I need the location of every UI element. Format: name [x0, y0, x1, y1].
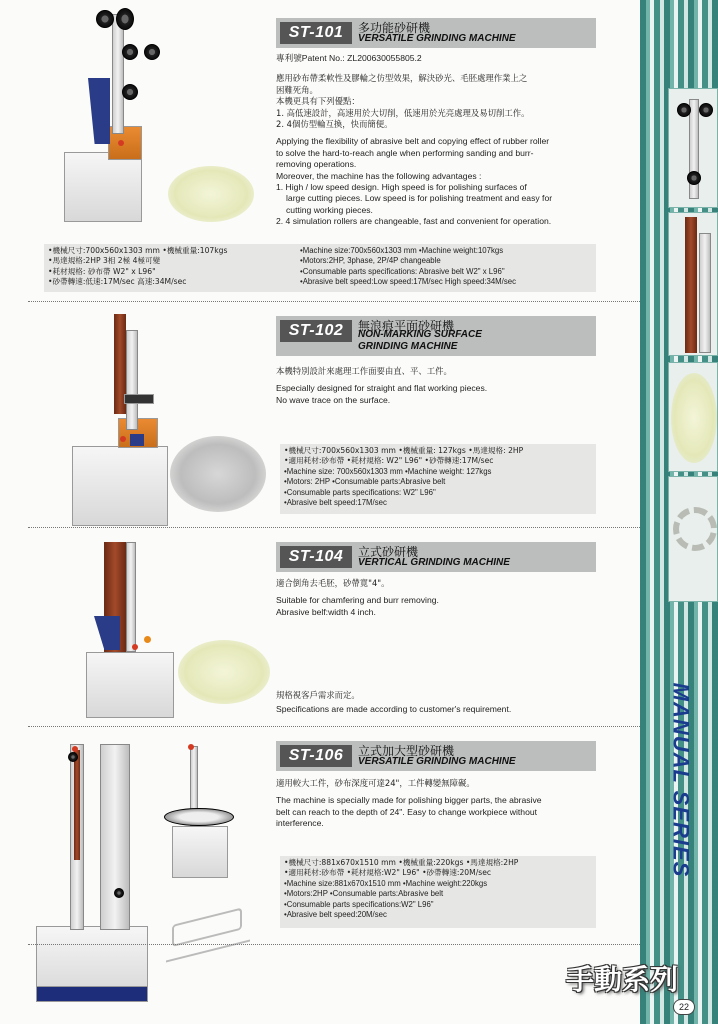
- st102-name-en-1: NON-MARKING SURFACE: [358, 329, 482, 340]
- desc-line: 本機特別設計來處理工作面要由直、平、工件。: [276, 366, 452, 376]
- spec-line: •機械尺寸:700x560x1303 mm •機械重量: 127kgs •馬達規格: 2HP: [284, 446, 524, 455]
- st102-description: [276, 366, 596, 406]
- st101-specs-cn: [44, 244, 296, 292]
- desc-line: cutting working pieces.: [286, 204, 373, 215]
- desc-line: 適合倒角去毛胚，砂帶寬"4"。: [276, 578, 390, 588]
- desc-line: Abrasive belf:width 4 inch.: [276, 606, 376, 617]
- st102-title-bar: [276, 316, 596, 356]
- desc-line: The machine is specially made for polishing bigger parts, the abrasive: [276, 795, 542, 806]
- desc-line: large cutting pieces. Low speed is for polishing treatment and easy for: [286, 193, 553, 204]
- st101-parts-image: [168, 166, 254, 222]
- desc-line: Moreover, the machine has the following advantages :: [276, 170, 482, 181]
- spec-line: •馬達規格:2HP 3相 2極 4極可變: [48, 256, 161, 266]
- desc-line: 應用砂布帶柔軟性及膠輪之仿型效果，解決砂光、毛胚處理作業上之: [276, 73, 528, 84]
- desc-line: 1. High / low speed design. High speed is for polishing surfaces of: [276, 182, 527, 193]
- spec-line: •Abrasive belt speed:17M/sec: [284, 498, 387, 508]
- spec-line: •Consumable parts specifications:W2" L96": [284, 899, 434, 909]
- side-thumbnail-machine: [668, 88, 718, 208]
- desc-line: 2. 4 simulation rollers are changeable, fast and convenient for operation.: [276, 216, 552, 227]
- spec-line: •Consumable parts specifications: W2" L96": [284, 487, 436, 497]
- desc-line: removing operations.: [276, 159, 357, 170]
- spec-line: •Motors:2HP, 3phase, 2P/4P changeable: [300, 256, 441, 266]
- st102-model-badge: ST-102: [280, 320, 352, 342]
- desc-line: Especially designed for straight and flat working pieces.: [276, 383, 488, 394]
- st106-description: [276, 778, 596, 830]
- spec-line: •機械尺寸:881x670x1510 mm •機械重量:220kgs •馬達規格:2HP: [284, 858, 519, 867]
- spec-line: •適用耗材:砂布帶 •耗材規格: W2" L96" •砂帶轉速:17M/sec: [284, 456, 494, 466]
- st106-name-en: VERSATILE GRINDING MACHINE: [358, 756, 516, 767]
- spec-line: •Motors: 2HP •Consumable parts:Abrasive belt: [284, 477, 446, 487]
- spec-line: •Abrasive belt speed:Low speed:17M/sec High speed:34M/sec: [300, 277, 516, 287]
- st104-description: [276, 578, 596, 618]
- spec-line: •Consumable parts specifications: Abrasive belt W2" x L96": [300, 266, 505, 276]
- st104-note: [276, 690, 596, 716]
- st102-machine-image: [68, 310, 178, 530]
- section-divider: [28, 301, 640, 302]
- st106-name-cn: 立式加大型砂研機: [358, 744, 455, 758]
- st106-title-bar: [276, 741, 596, 771]
- spec-line: •Machine size:881x670x1510 mm •Machine weight:220kgs: [284, 878, 488, 888]
- desc-line: interference.: [276, 818, 324, 829]
- st101-patent: 專利號Patent No.: ZL200630055805.2: [276, 53, 422, 63]
- spec-line: •砂帶轉速:低速:17M/sec 高速:34M/sec: [48, 277, 187, 287]
- manual-series-text: MANUAL SERIES: [668, 682, 694, 878]
- st101-name-en: VERSATILE GRINDING MACHINE: [358, 33, 516, 44]
- side-thumbnail-belt: [668, 212, 718, 356]
- st104-model-badge: ST-104: [280, 546, 352, 568]
- desc-line: 1. 高低速設計，高速用於大切削，低速用於光亮處理及易切削工作。: [276, 107, 530, 118]
- spec-line: •機械尺寸:700x560x1303 mm •機械重量:107kgs: [48, 246, 228, 255]
- section-divider: [28, 726, 640, 727]
- desc-line: belt can reach to the depth of 24". Easy to change workpiece without: [276, 806, 538, 817]
- note-en: Specifications are made according to customer's requirement.: [276, 704, 512, 715]
- side-thumbnail-parts: [668, 362, 718, 472]
- manual-series-cn: 手動系列: [566, 963, 679, 996]
- desc-line: Applying the flexibility of abrasive belt and copying effect of rubber roller: [276, 136, 550, 147]
- st104-parts-image: [178, 640, 270, 704]
- desc-line: Suitable for chamfering and burr removing.: [276, 595, 439, 606]
- spec-line: •Motors:2HP •Consumable parts:Abrasive belt: [284, 889, 444, 899]
- desc-line: 適用較大工件，砂布深度可達24"，工件轉變無障礙。: [276, 778, 475, 788]
- side-thumbnail-gear: [668, 476, 718, 602]
- page-number: 22: [673, 999, 695, 1015]
- desc-line: 困難死角。: [276, 84, 318, 95]
- spec-line: •耗材規格: 砂布帶 W2" x L96": [48, 266, 156, 276]
- spec-line: •Machine size: 700x560x1303 mm •Machine weight: 127kgs: [284, 466, 492, 476]
- st106-machine-image: [34, 740, 160, 1006]
- st102-name-en-2: GRINDING MACHINE: [358, 341, 458, 352]
- desc-line: No wave trace on the surface.: [276, 394, 391, 405]
- spec-line: •Machine size:700x560x1303 mm •Machine weight:107kgs: [300, 246, 504, 255]
- st102-specs: [280, 444, 596, 514]
- st106-specs: [280, 856, 596, 928]
- desc-line: to solve the hard-to-reach angle when performing sanding and burr-: [276, 147, 534, 158]
- st106-frame-image: [166, 896, 250, 963]
- desc-line: 2. 4個仿型輪互換，快而簡便。: [276, 119, 393, 130]
- note-cn: 規格視客戶需求而定。: [276, 690, 360, 700]
- st101-specs-en: [296, 244, 596, 292]
- st106-fixture-image: [160, 740, 240, 884]
- st104-name-en: VERTICAL GRINDING MACHINE: [358, 557, 510, 568]
- st102-name-cn: 無浪痕平面砂研機: [358, 319, 455, 333]
- manual-series-label: [642, 610, 718, 950]
- st101-description: [276, 53, 596, 228]
- spec-line: •Abrasive belt speed:20M/sec: [284, 910, 387, 920]
- section-divider: [28, 944, 640, 945]
- st102-parts-image: [170, 436, 266, 512]
- st104-machine-image: [82, 536, 182, 722]
- desc-line: 本機更具有下列優點：: [276, 96, 360, 107]
- st104-name-cn: 立式砂研機: [358, 545, 419, 559]
- section-divider: [28, 527, 640, 528]
- st101-model-badge: ST-101: [280, 22, 352, 44]
- st106-model-badge: ST-106: [280, 745, 352, 767]
- st101-machine-image: [60, 4, 180, 224]
- st104-title-bar: [276, 542, 596, 572]
- st101-title-bar: [276, 18, 596, 48]
- st101-name-cn: 多功能砂研機: [358, 21, 431, 35]
- spec-line: •適用耗材:砂布帶 •耗材規格:W2" L96" •砂帶轉速:20M/sec: [284, 868, 492, 878]
